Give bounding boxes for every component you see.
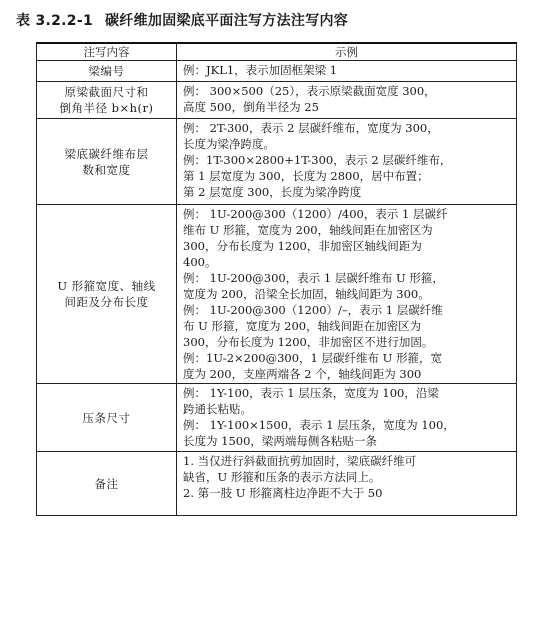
example-text: 跨通长粘贴。 bbox=[183, 402, 252, 416]
item-text: 梁底碳纤维布层 bbox=[64, 146, 149, 161]
row-example-cell bbox=[177, 205, 517, 384]
row-item-cell bbox=[37, 384, 177, 452]
annotation-content-table bbox=[36, 42, 517, 516]
row-example-cell bbox=[177, 61, 517, 82]
row-item-cell bbox=[37, 205, 177, 384]
item-text: 原梁截面尺寸和 bbox=[64, 85, 149, 99]
table-row bbox=[37, 452, 517, 516]
item-text: 梁编号 bbox=[88, 64, 125, 78]
example-text: 400。 bbox=[183, 255, 217, 269]
item-text: 备注 bbox=[94, 476, 119, 491]
item-text: 倒角半径 b×h(r) bbox=[59, 101, 154, 115]
example-text: 布 U 形箍，宽度为 200，轴线间距在加密区为 bbox=[183, 319, 422, 333]
row-item-cell bbox=[37, 82, 177, 119]
header-example: 示例 bbox=[177, 43, 517, 61]
example-text: 第 1 层宽度为 300，长度为 2800，居中布置； bbox=[183, 169, 429, 183]
item-text: 间距及分布长度 bbox=[64, 295, 149, 309]
example-text: 例： 1U-200@300（1200）/400，表示 1 层碳纤 bbox=[183, 207, 448, 221]
example-text: 1. 当仅进行斜截面抗剪加固时，梁底碳纤维可 bbox=[183, 454, 417, 468]
row-example-cell bbox=[177, 119, 517, 205]
table-row bbox=[37, 61, 517, 82]
example-text: 2. 第一肢 U 形箍离柱边净距不大于 50 bbox=[183, 486, 383, 500]
table-row bbox=[37, 119, 517, 205]
example-text: 维布 U 形箍，宽度为 200，轴线间距在加密区为 bbox=[183, 223, 433, 237]
example-text: 长度为 1500，梁两端每侧各粘贴一条 bbox=[183, 434, 377, 448]
example-text: 第 2 层宽度 300，长度为梁净跨度 bbox=[183, 185, 362, 199]
row-item-cell bbox=[37, 452, 177, 516]
example-text: 例： 1Y-100，表示 1 层压条，宽度为 100，沿梁 bbox=[183, 386, 439, 400]
table-row bbox=[37, 205, 517, 384]
row-item-cell bbox=[37, 61, 177, 82]
example-text: 例：1U-2×200@300，1 层碳纤维布 U 形箍，宽 bbox=[183, 351, 443, 365]
example-text: 宽度为 200，沿梁全长加固，轴线间距为 300。 bbox=[183, 287, 430, 301]
table-row bbox=[37, 82, 517, 119]
example-text: 例： 2T-300，表示 2 层碳纤维布，宽度为 300， bbox=[183, 121, 439, 135]
example-text: 例：JKL1，表示加固框架梁 1 bbox=[183, 63, 338, 77]
row-example-cell bbox=[177, 384, 517, 452]
table-row bbox=[37, 384, 517, 452]
row-example-cell bbox=[177, 82, 517, 119]
example-text: 缺省，U 形箍和压条的表示方法同上。 bbox=[183, 470, 381, 484]
example-text: 300，分布长度为 1200，非加密区不进行加固。 bbox=[183, 335, 434, 349]
header-content: 注写内容 bbox=[37, 43, 177, 61]
example-text: 例： 1U-200@300，表示 1 层碳纤维布 U 形箍， bbox=[183, 271, 444, 285]
table-number: 表 3.2.2-1 bbox=[16, 13, 93, 29]
example-text: 例： 1U-200@300（1200）/–，表示 1 层碳纤维 bbox=[183, 303, 443, 317]
example-text: 高度 500，倒角半径为 25 bbox=[183, 100, 319, 114]
row-item-cell bbox=[37, 119, 177, 205]
example-text: 300，分布长度为 1200，非加密区轴线间距为 bbox=[183, 239, 422, 253]
row-example-cell bbox=[177, 452, 517, 516]
example-text: 长度为梁净跨度。 bbox=[183, 137, 275, 151]
example-text: 例：1T-300×2800+1T-300，表示 2 层碳纤维布， bbox=[183, 153, 452, 167]
item-text: 压条尺寸 bbox=[82, 410, 131, 425]
table-caption bbox=[16, 10, 546, 30]
item-text: U 形箍宽度、轴线 bbox=[57, 279, 156, 293]
table-header-row bbox=[37, 43, 517, 61]
example-text: 例： 1Y-100×1500，表示 1 层压条，宽度为 100， bbox=[183, 418, 455, 432]
table-title: 碳纤维加固梁底平面注写方法注写内容 bbox=[105, 13, 349, 29]
table-body bbox=[37, 61, 517, 516]
example-text: 度为 200，支座两端各 2 个，轴线间距为 300 bbox=[183, 367, 422, 381]
example-text: 例： 300×500（25），表示原梁截面宽度 300， bbox=[183, 84, 436, 98]
item-text: 数和宽度 bbox=[82, 162, 131, 177]
